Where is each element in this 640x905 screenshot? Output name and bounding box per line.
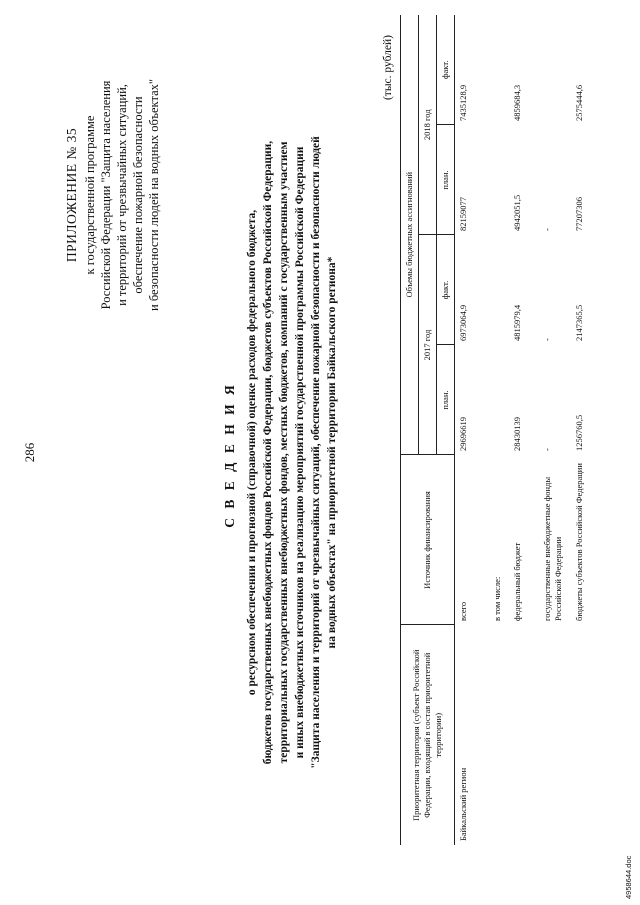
budget-table [400, 15, 603, 845]
appendix-line: и безопасности людей на водных объектах" [147, 79, 161, 311]
value-cell: - [541, 448, 552, 451]
value-cell [489, 235, 509, 345]
source-cell: в том числе: [491, 576, 502, 621]
source-cell: государственные внебюджетные фонды Российской Федерации [541, 476, 563, 621]
value-cell: 1256760,5 [573, 414, 584, 451]
header-year-2017: 2017 год [419, 235, 437, 455]
appendix-line: Российской Федерации "Защита населения [99, 80, 113, 310]
value-cell: 7435128,9 [458, 84, 468, 121]
source-cell: федеральный бюджет [511, 542, 522, 621]
value-cell: 28430139 [511, 417, 522, 451]
value-cell: 4942051,5 [511, 194, 522, 231]
value-cell: - [541, 228, 552, 231]
value-cell [539, 15, 571, 125]
value-cell: 82159077 [458, 197, 468, 231]
appendix-line: обеспечение пожарной безопасности [131, 96, 145, 294]
value-cell [489, 345, 509, 455]
subtitle-line: территориальных государственных внебюджетных фондов, местных бюджетов, компаний с государственным участием [278, 141, 290, 764]
document-heading: С В Е Д Е Н И Я [222, 382, 237, 528]
table-row [455, 15, 489, 845]
value-cell: 4815979,4 [511, 304, 522, 341]
value-cell [489, 15, 509, 125]
header-year-2018: 2018 год [419, 15, 437, 235]
value-cell: 2575444,6 [573, 84, 584, 121]
appendix-block [64, 5, 162, 385]
page-number: 286 [22, 442, 37, 463]
header-fact-2017: факт. [437, 235, 455, 345]
header-plan-2017: план. [437, 345, 455, 455]
subtitle-line: и иных внебюджетных источников на реализацию мероприятий государственной программы Российской Федерации [294, 146, 306, 759]
value-cell: - [541, 338, 552, 341]
value-cell: 2147365,5 [573, 304, 584, 341]
document-code: 4958644.doc [624, 855, 633, 899]
source-cell: всего [458, 601, 468, 621]
subtitle-line: бюджетов государственных внебюджетных фондов Российской Федерации, бюджетов субъектов Российской Федерации, [262, 140, 274, 765]
value-cell: 6973064,9 [458, 304, 468, 341]
value-cell: 77207306 [573, 197, 584, 231]
territory-cell: Байкальский регион [458, 767, 468, 841]
value-cell: 4859684,3 [511, 84, 522, 121]
appendix-title: ПРИЛОЖЕНИЕ № 35 [64, 127, 79, 263]
appendix-line: к государственной программе [83, 115, 97, 275]
units-label: (тыс. рублей) [382, 35, 394, 101]
subtitle-line: о ресурсном обеспечении и прогнозной (справочной) оценке расходов федерального бюджета, [246, 209, 258, 696]
source-cell: бюджеты субъектов Российской Федерации [573, 463, 584, 621]
header-fact-2018: факт. [437, 15, 455, 125]
document-subtitle [244, 80, 340, 825]
subtitle-line: на водных объектах" на приоритетной территории Байкальского региона* [326, 256, 338, 649]
header-volumes: Объемы бюджетных ассигнований [401, 15, 419, 455]
appendix-line: и территорий от чрезвычайных ситуаций, [115, 84, 129, 306]
header-territory: Приоритетная территория (субъект Российской Федерации, входящий в состав приоритетной территории) [401, 625, 455, 845]
subtitle-line: "Защита населения и территорий от чрезвычайных ситуаций, обеспечение пожарной безопасности и безопасности людей [310, 136, 322, 769]
header-plan-2018: план. [437, 125, 455, 235]
value-cell: 29696619 [458, 417, 468, 451]
header-source: Источник финансирования [401, 455, 455, 625]
value-cell [489, 125, 509, 235]
